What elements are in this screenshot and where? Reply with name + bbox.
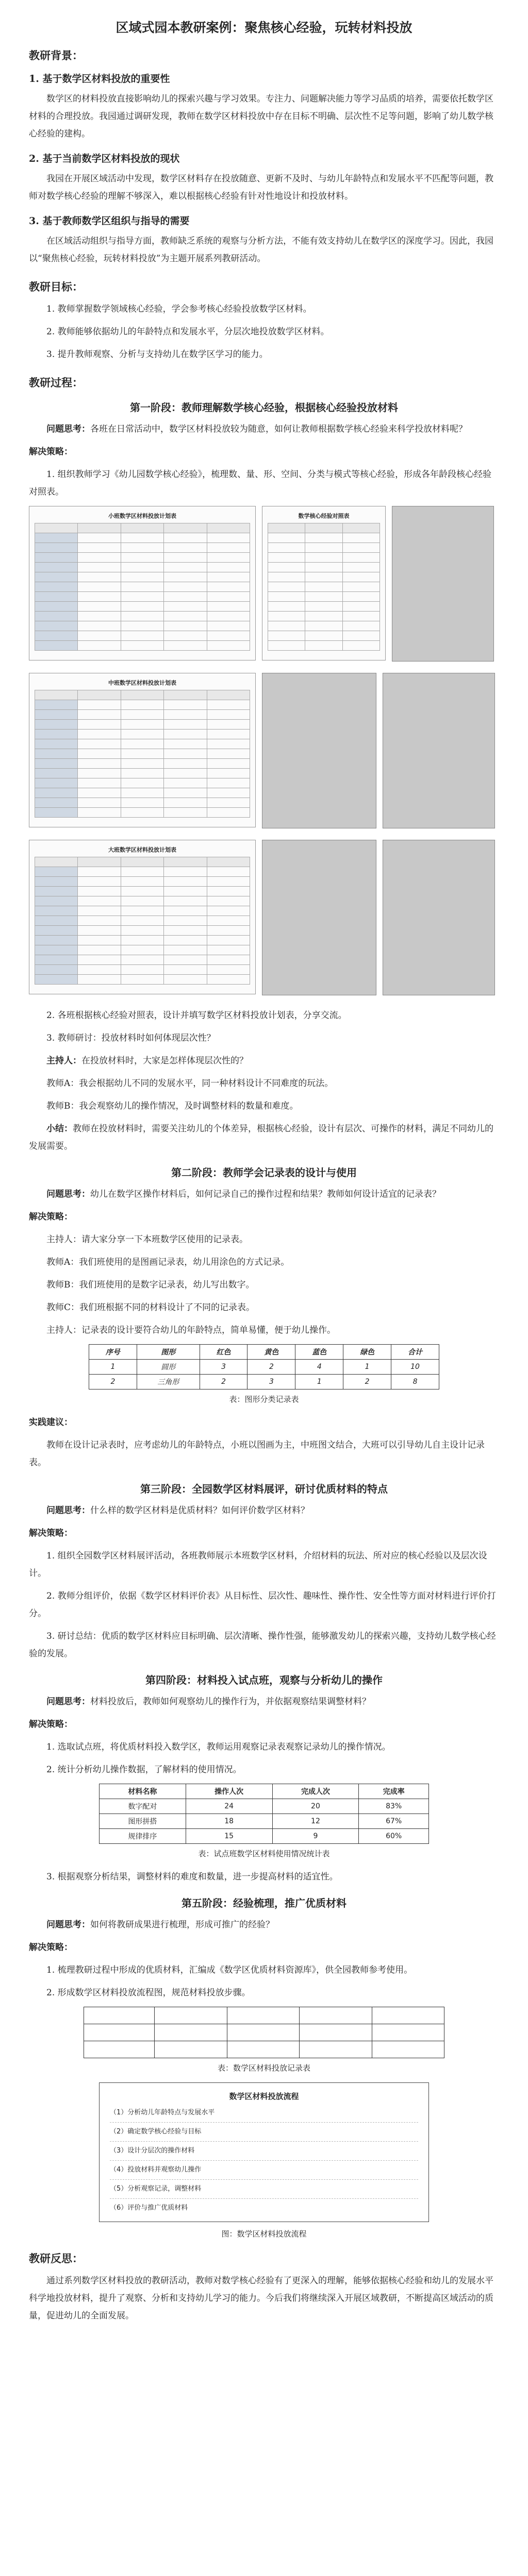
table-header: 黄色 bbox=[248, 1345, 295, 1360]
table-header: 合计 bbox=[391, 1345, 439, 1360]
blank-record-table bbox=[84, 2007, 444, 2058]
table-header: 图形 bbox=[137, 1345, 200, 1360]
background-item-2-label: 2. 基于当前数学区材料投放的现状 bbox=[29, 153, 180, 164]
table-cell: 圆形 bbox=[137, 1360, 200, 1375]
problem-label: 问题思考： bbox=[46, 1189, 90, 1199]
stage-5-step-2: 2. 形成数学区材料投放流程图，规范材料投放步骤。 bbox=[46, 1988, 251, 1998]
host-label: 主持人： bbox=[46, 1056, 81, 1066]
plan-sheet-group-1 bbox=[29, 506, 499, 662]
flow-step: （1）分析幼儿年龄特点与发展水平 bbox=[110, 2109, 215, 2116]
table-cell: 1 bbox=[343, 1360, 391, 1375]
problem-label: 问题思考： bbox=[46, 424, 90, 434]
table-cell: 3 bbox=[248, 1375, 295, 1389]
table-header: 红色 bbox=[200, 1345, 248, 1360]
plan-sheet-group-3 bbox=[29, 840, 499, 995]
flowchart-title: 数学区材料投放流程 bbox=[229, 2092, 299, 2101]
table-header: 完成人次 bbox=[272, 1784, 359, 1799]
table-cell: 三角形 bbox=[137, 1375, 200, 1389]
stage-1-summary: 教师在投放材料时，需要关注幼儿的个体差异，根据核心经验，设计有层次、可操作的材料，满足不同幼儿的发展需要。 bbox=[29, 1124, 493, 1151]
goals-heading: 教研目标： bbox=[29, 280, 83, 293]
problem-label: 问题思考： bbox=[46, 1697, 90, 1707]
table-header: 材料名称 bbox=[100, 1784, 186, 1799]
stage-5-problem: 如何将教研成果进行梳理，形成可推广的经验？ bbox=[90, 1920, 274, 1930]
table-cell: 2 bbox=[200, 1375, 248, 1389]
table-cell: 8 bbox=[391, 1375, 439, 1389]
stage-5-step-1: 1. 梳理教研过程中形成的优质材料，汇编成《数学区优质材料资源库》，供全园教师参考使用。 bbox=[46, 1965, 413, 1975]
table-cell: 1 bbox=[295, 1375, 343, 1389]
table-caption: 表：数学区材料投放记录表 bbox=[217, 2063, 310, 2073]
table-header: 操作人次 bbox=[186, 1784, 272, 1799]
core-experience-sheet bbox=[262, 506, 386, 660]
sheet-grid bbox=[35, 690, 250, 818]
stage-1-step-1: 1. 组织教师学习《幼儿园数学核心经验》，梳理数、量、形、空间、分类与模式等核心经验，形成各年龄段核心经验对照表。 bbox=[29, 469, 492, 497]
flowchart bbox=[99, 2082, 429, 2222]
background-item-1-label: 1. 基于数学区材料投放的重要性 bbox=[29, 73, 170, 84]
background-item-1-text: 数学区的材料投放直接影响幼儿的探索兴趣与学习效果。专注力、问题解决能力等学习品质的培养，需要依托数学区材料的合理投放。我园通过调研发现，教师在数学区材料投放中存在目标不明确、层次性不足等问题，影响了幼儿数学核心经验的建构。 bbox=[29, 94, 493, 139]
flow-step: （3）设计分层次的操作材料 bbox=[110, 2147, 195, 2155]
plan-sheet-group-2 bbox=[29, 673, 499, 828]
table-cell: 4 bbox=[295, 1360, 343, 1375]
table-cell: 9 bbox=[272, 1829, 359, 1844]
table-header-row bbox=[100, 1784, 429, 1799]
sheet-title: 中班数学区材料投放计划表 bbox=[108, 680, 176, 686]
background-item-2-text: 我园在开展区域活动中发现，数学区材料存在投放随意、更新不及时、与幼儿年龄特点和发展水平不匹配等问题，教师对数学核心经验的理解不够深入，难以根据核心经验有针对性地设计和投放材料。 bbox=[29, 174, 493, 201]
table-row bbox=[100, 1799, 429, 1814]
stage-3-step-3: 3. 研讨总结：优质的数学区材料应目标明确、层次清晰、操作性强，能够激发幼儿的探索兴趣，支持幼儿数学核心经验的发展。 bbox=[29, 1631, 496, 1659]
table-caption: 表：试点班数学区材料使用情况统计表 bbox=[198, 1849, 330, 1858]
reflection-text: 通过系列数学区材料投放的教研活动，教师对数学核心经验有了更深入的理解，能够依据核心经验和幼儿的发展水平科学地投放材料，提升了观察、分析和支持幼儿学习的能力。今后我们将继续深入开展区域教研，不断提高区域活动的质量，促进幼儿的全面发展。 bbox=[29, 2276, 493, 2321]
figure-caption: 图：数学区材料投放流程 bbox=[221, 2229, 307, 2239]
solution-label: 解决策略： bbox=[29, 1942, 73, 1953]
table-row bbox=[100, 1814, 429, 1829]
table-cell: 67% bbox=[359, 1814, 429, 1829]
dialog-line: 主持人：记录表的设计要符合幼儿的年龄特点，简单易懂，便于幼儿操作。 bbox=[46, 1325, 336, 1335]
teacher-response: 教师A：我会根据幼儿不同的发展水平，同一种材料设计不同难度的玩法。 bbox=[46, 1078, 334, 1089]
stage-3-step-2: 2. 教师分组评价，依据《数学区材料评价表》从目标性、层次性、趣味性、操作性、安全性等方面对材料进行评价打分。 bbox=[29, 1591, 496, 1619]
table-cell: 图形拼搭 bbox=[100, 1814, 186, 1829]
table-cell: 10 bbox=[391, 1360, 439, 1375]
goal-item: 1. 教师掌握数学领域核心经验，学会参考核心经验投放数学区材料。 bbox=[46, 304, 312, 314]
stage-2-problem: 幼儿在数学区操作材料后，如何记录自己的操作过程和结果？教师如何设计适宜的记录表？ bbox=[90, 1189, 441, 1199]
table-caption: 表：图形分类记录表 bbox=[229, 1395, 299, 1404]
record-table bbox=[89, 1344, 439, 1389]
problem-label: 问题思考： bbox=[46, 1920, 90, 1930]
table-row bbox=[89, 1360, 439, 1375]
background-heading: 教研背景： bbox=[29, 49, 83, 62]
stage-4-title: 第四阶段：材料投入试点班，观察与分析幼儿的操作 bbox=[145, 1674, 383, 1686]
table-header: 绿色 bbox=[343, 1345, 391, 1360]
goal-item: 3. 提升教师观察、分析与支持幼儿在数学区学习的能力。 bbox=[46, 349, 268, 360]
note-label: 实践建议： bbox=[29, 1417, 73, 1428]
background-item-3-label: 3. 基于教师数学区组织与指导的需要 bbox=[29, 215, 190, 227]
sheet-grid bbox=[35, 857, 250, 985]
problem-label: 问题思考： bbox=[46, 1505, 90, 1516]
table-cell: 60% bbox=[359, 1829, 429, 1844]
table-cell: 83% bbox=[359, 1799, 429, 1814]
plan-sheet-middle bbox=[29, 673, 256, 827]
table-row bbox=[89, 1375, 439, 1389]
sheet-title: 大班数学区材料投放计划表 bbox=[108, 846, 176, 853]
document-title: 区域式园本教研案例：聚焦核心经验，玩转材料投放 bbox=[116, 20, 412, 35]
sheet-grid bbox=[268, 523, 380, 651]
background-item-3-text: 在区域活动组织与指导方面，教师缺乏系统的观察与分析方法，不能有效支持幼儿在数学区的深度学习。因此，我园以“聚焦核心经验，玩转材料投放”为主题开展系列教研活动。 bbox=[29, 236, 493, 264]
table-cell: 2 bbox=[343, 1375, 391, 1389]
host-question: 在投放材料时，大家是怎样体现层次性的？ bbox=[81, 1056, 248, 1066]
stage-1-title: 第一阶段：教师理解数学核心经验，根据核心经验投放材料 bbox=[130, 401, 398, 414]
flow-step: （5）分析观察记录，调整材料 bbox=[110, 2185, 202, 2193]
plan-sheet-large bbox=[29, 840, 256, 994]
stage-4-step-2: 2. 统计分析幼儿操作数据，了解材料的使用情况。 bbox=[46, 1765, 242, 1775]
table-header: 序号 bbox=[89, 1345, 137, 1360]
table-cell: 18 bbox=[186, 1814, 272, 1829]
reflection-heading: 教研反思： bbox=[29, 2252, 83, 2265]
photo bbox=[383, 840, 495, 995]
stage-4-problem: 材料投放后，教师如何观察幼儿的操作行为，并依据观察结果调整材料？ bbox=[90, 1697, 371, 1707]
stage-2-intro: 主持人：请大家分享一下本班数学区使用的记录表。 bbox=[46, 1234, 248, 1245]
table-cell: 2 bbox=[248, 1360, 295, 1375]
summary-label: 小结： bbox=[46, 1124, 73, 1134]
stage-1-step-2: 2. 各班根据核心经验对照表，设计并填写数学区材料投放计划表，分享交流。 bbox=[46, 1010, 347, 1021]
table-cell: 2 bbox=[89, 1375, 137, 1389]
sheet-title: 数学核心经验对照表 bbox=[298, 513, 350, 519]
table-header-row bbox=[89, 1345, 439, 1360]
solution-label: 解决策略： bbox=[29, 1719, 73, 1730]
dialog-line: 教师A：我们班使用的是图画记录表，幼儿用涂色的方式记录。 bbox=[46, 1257, 290, 1267]
photo bbox=[392, 506, 494, 662]
solution-label: 解决策略： bbox=[29, 1528, 73, 1538]
stage-2-title: 第二阶段：教师学会记录表的设计与使用 bbox=[171, 1166, 357, 1179]
stage-4-step-3: 3. 根据观察分析结果，调整材料的难度和数量，进一步提高材料的适宜性。 bbox=[46, 1872, 338, 1882]
stage-5-title: 第五阶段：经验梳理，推广优质材料 bbox=[182, 1897, 346, 1909]
dialog-line: 教师C：我们班根据不同的材料设计了不同的记录表。 bbox=[46, 1302, 255, 1313]
table-header: 蓝色 bbox=[295, 1345, 343, 1360]
stage-1-step-3: 3. 教师研讨：投放材料时如何体现层次性？ bbox=[46, 1033, 216, 1043]
teacher-response: 教师B：我会观察幼儿的操作情况，及时调整材料的数量和难度。 bbox=[46, 1101, 299, 1111]
table-cell: 15 bbox=[186, 1829, 272, 1844]
flow-step: （2）确定数学核心经验与目标 bbox=[110, 2128, 202, 2136]
table-cell: 12 bbox=[272, 1814, 359, 1829]
sheet-grid bbox=[35, 523, 250, 651]
stage-1-problem: 各班在日常活动中，数学区材料投放较为随意，如何让教师根据数学核心经验来科学投放材料呢？ bbox=[90, 424, 467, 434]
photo bbox=[383, 673, 495, 828]
flow-step: （6）评价与推广优质材料 bbox=[110, 2204, 188, 2212]
stage-3-title: 第三阶段：全园数学区材料展评，研讨优质材料的特点 bbox=[140, 1483, 388, 1495]
plan-sheet-small bbox=[29, 506, 256, 660]
table-row bbox=[100, 1829, 429, 1844]
dialog-line: 教师B：我们班使用的是数字记录表，幼儿写出数字。 bbox=[46, 1280, 255, 1290]
table-cell: 3 bbox=[200, 1360, 248, 1375]
process-heading: 教研过程： bbox=[29, 376, 83, 389]
solution-label: 解决策略： bbox=[29, 447, 73, 457]
usage-table bbox=[99, 1784, 429, 1844]
goal-item: 2. 教师能够依据幼儿的年龄特点和发展水平，分层次地投放数学区材料。 bbox=[46, 327, 329, 337]
sheet-title: 小班数学区材料投放计划表 bbox=[108, 513, 176, 519]
table-cell: 20 bbox=[272, 1799, 359, 1814]
stage-3-step-1: 1. 组织全园数学区材料展评活动，各班教师展示本班数学区材料，介绍材料的玩法、所对应的核心经验以及层次设计。 bbox=[29, 1551, 487, 1579]
solution-label: 解决策略： bbox=[29, 1212, 73, 1222]
photo bbox=[262, 673, 376, 828]
table-cell: 规律排序 bbox=[100, 1829, 186, 1844]
stage-4-step-1: 1. 选取试点班，将优质材料投入数学区，教师运用观察记录表观察记录幼儿的操作情况。 bbox=[46, 1742, 391, 1752]
table-cell: 24 bbox=[186, 1799, 272, 1814]
flow-step: （4）投放材料并观察幼儿操作 bbox=[110, 2166, 202, 2174]
photo bbox=[262, 840, 376, 995]
table-cell: 数字配对 bbox=[100, 1799, 186, 1814]
table-cell: 1 bbox=[89, 1360, 137, 1375]
table-header: 完成率 bbox=[359, 1784, 429, 1799]
stage-3-problem: 什么样的数学区材料是优质材料？如何评价数学区材料？ bbox=[90, 1505, 309, 1516]
stage-2-note: 教师在设计记录表时，应考虑幼儿的年龄特点，小班以图画为主，中班图文结合，大班可以引导幼儿自主设计记录表。 bbox=[29, 1440, 485, 1468]
